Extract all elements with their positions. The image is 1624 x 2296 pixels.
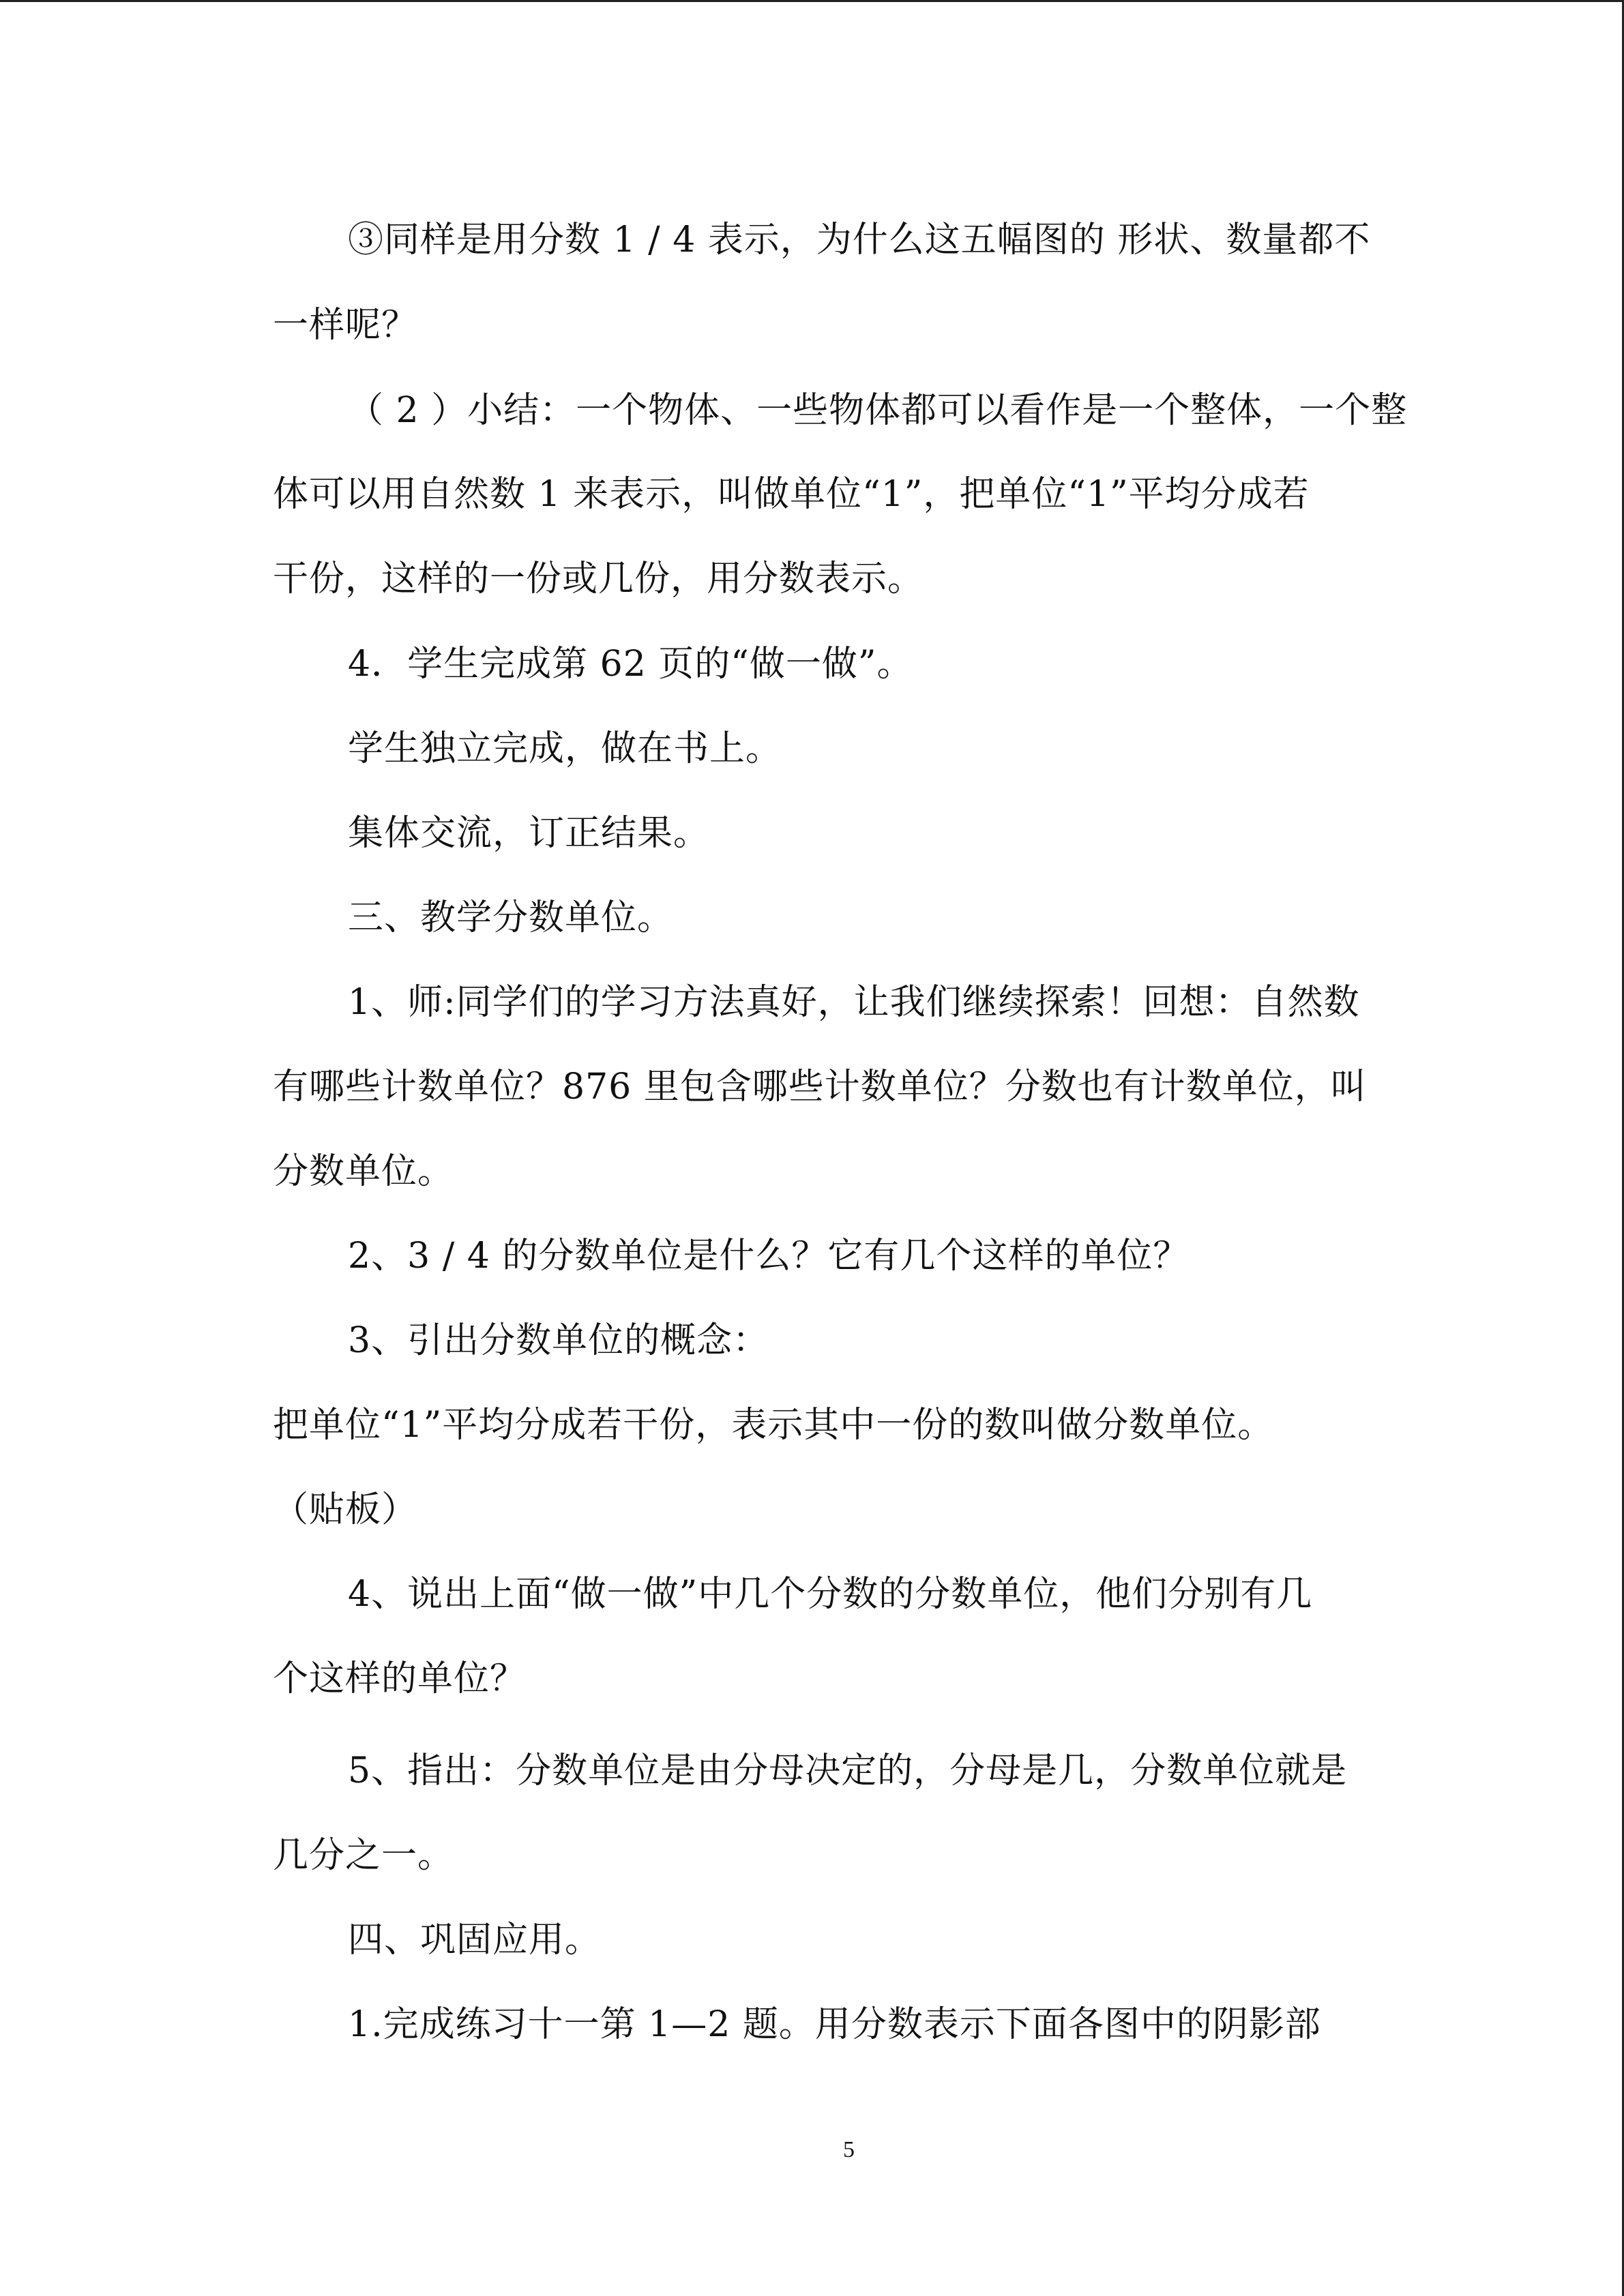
paragraph-line: 2、3 / 4 的分数单位是什么？它有几个这样的单位？: [348, 1236, 1190, 1277]
paragraph-line: （贴板）: [273, 1489, 418, 1530]
page-border-top: [0, 0, 1624, 2]
paragraph-line: 有哪些计数单位？876 里包含哪些计数单位？分数也有计数单位，叫: [273, 1067, 1367, 1107]
paragraph-line: 4．学生完成第 62 页的“做一做”。: [348, 644, 913, 685]
paragraph-line: ③同样是用分数 1 / 4 表示，为什么这五幅图的 形状、数量都不: [348, 220, 1371, 260]
page-number: 5: [843, 2137, 855, 2162]
paragraph-line: 3、引出分数单位的概念：: [348, 1320, 769, 1361]
paragraph-line: 个这样的单位？: [273, 1658, 527, 1699]
paragraph-line: 学生独立完成，做在书上。: [348, 728, 782, 769]
paragraph-line: 一样呢？: [273, 305, 418, 346]
section-heading: 三、教学分数单位。: [348, 897, 674, 938]
paragraph-line: 集体交流，订正结果。: [348, 813, 710, 854]
paragraph-line: 4、说出上面“做一做”中几个分数的分数单位，他们分别有几: [348, 1574, 1313, 1615]
paragraph-line: 1.完成练习十一第 1—2 题。用分数表示下面各图中的阴影部: [348, 2004, 1321, 2045]
paragraph-line: 1、师:同学们的学习方法真好，让我们继续探索！回想：自然数: [348, 982, 1360, 1023]
paragraph-line: 分数单位。: [273, 1151, 454, 1192]
paragraph-line: 把单位“1”平均分成若干份，表示其中一份的数叫做分数单位。: [273, 1405, 1274, 1446]
paragraph-line: 体可以用自然数 1 来表示，叫做单位“1”，把单位“1”平均分成若: [273, 474, 1310, 515]
paragraph-line: 几分之一。: [273, 1835, 454, 1876]
paragraph-line: 干份，这样的一份或几份，用分数表示。: [273, 558, 924, 599]
paragraph-line: 5、指出：分数单位是由分母决定的，分母是几，分数单位就是: [348, 1750, 1348, 1791]
section-heading: 四、巩固应用。: [348, 1920, 602, 1960]
paragraph-line: （ 2 ）小结：一个物体、一些物体都可以看作是一个整体，一个整: [348, 390, 1408, 431]
